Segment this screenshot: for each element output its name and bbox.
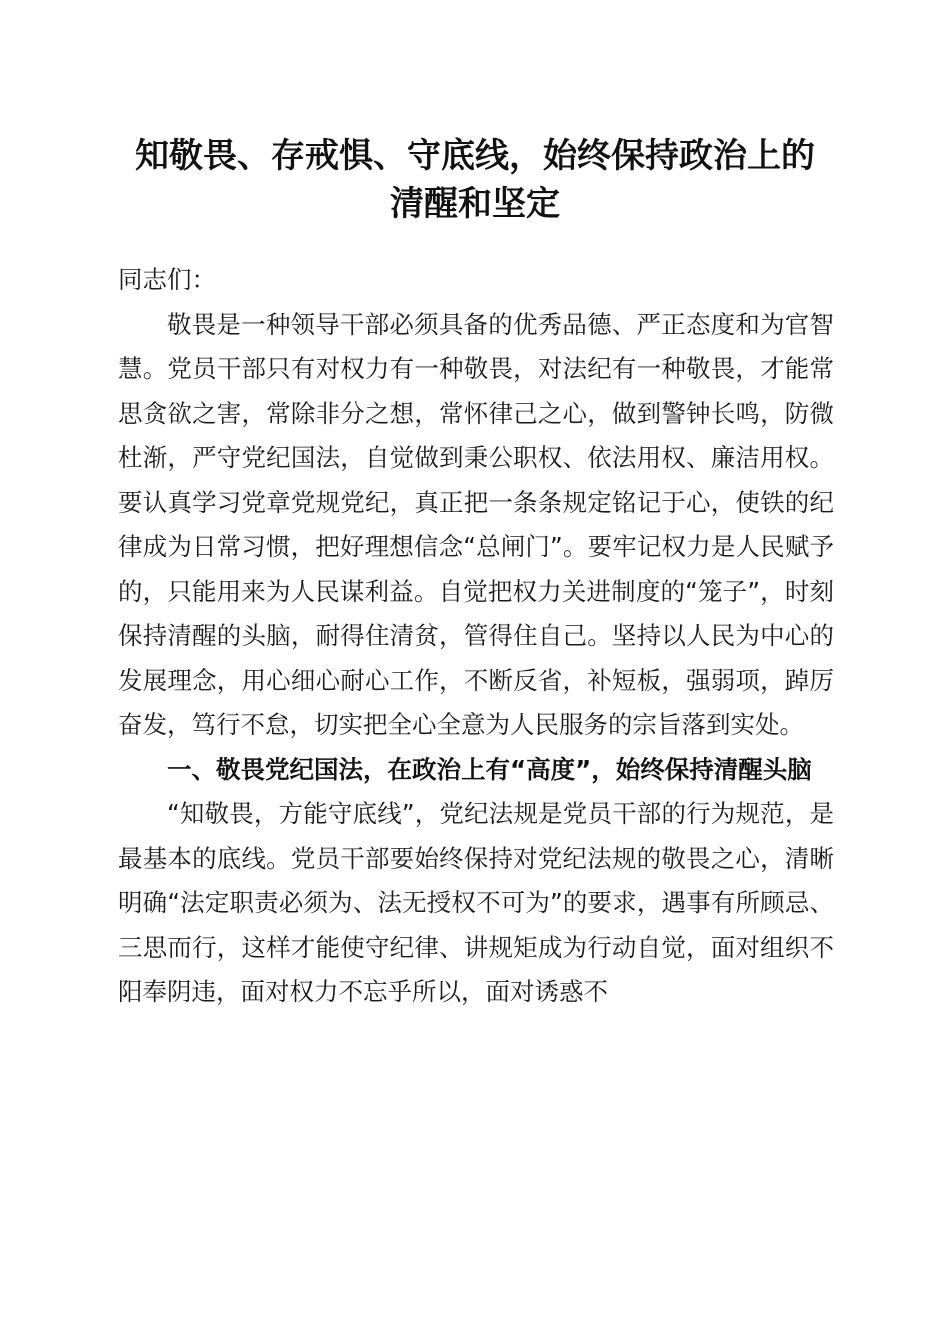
title-line-1: 知敬畏、存戒惧、守底线，始终保持政治上的 bbox=[135, 136, 815, 176]
title-line-2: 清醒和坚定 bbox=[390, 184, 560, 224]
salutation: 同志们： bbox=[118, 265, 216, 294]
section-heading-1: 一、敬畏党纪国法，在政治上有“高度”，始终保持清醒头脑 bbox=[167, 754, 812, 784]
document-body bbox=[118, 258, 834, 1015]
paragraph-intro: 敬畏是一种领导干部必须具备的优秀品德、严正态度和为官智慧。党员干部只有对权力有一种敬畏，对法纪有一种敬畏，才能常思贪欲之害，常除非分之想，常怀律己之心，做到警钟长鸣，防微杜渐，严守党纪国法，自觉做到秉公职权、依法用权、廉洁用权。要认真学习党章党规党纪，真正把一条条规定铭记于心，使铁的纪律成为日常习惯，把好理想信念“总闸门”。要牢记权力是人民赋予的，只能用来为人民谋利益。自觉把权力关进制度的“笼子”，时刻保持清醒的头脑，耐得住清贫，管得住自己。坚持以人民为中心的发展理念，用心细心耐心工作，不断反省，补短板，强弱项，踔厉奋发，笃行不怠，切实把全心全意为人民服务的宗旨落到实处。 bbox=[118, 309, 834, 739]
document-title bbox=[110, 132, 840, 228]
paragraph-section-1: “知敬畏，方能守底线”，党纪法规是党员干部的行为规范，是最基本的底线。党员干部要始终保持对党纪法规的敬畏之心，清晰明确“法定职责必须为、法无授权不可为”的要求，遇事有所顾忌、三思而行，这样才能使守纪律、讲规矩成为行动自觉，面对组织不阳奉阴违，面对权力不忘乎所以，面对诱惑不 bbox=[118, 799, 834, 1006]
